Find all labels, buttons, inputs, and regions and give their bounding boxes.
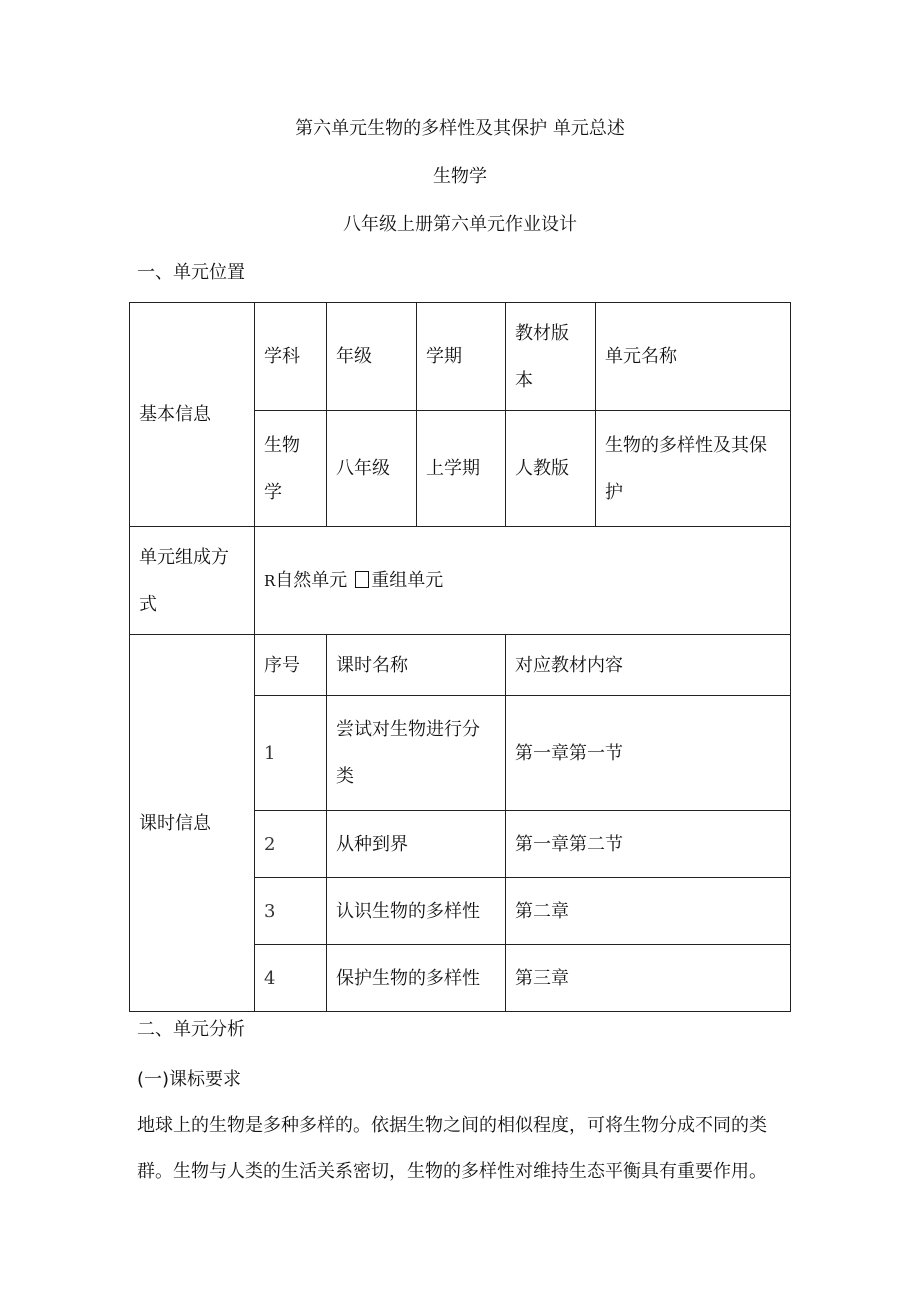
lesson-name: 保护生物的多样性 — [327, 945, 506, 1012]
subsection-curriculum-heading: (一)课标要求 — [137, 1069, 242, 1090]
lesson-content: 第二章 — [506, 878, 791, 945]
lesson-no: 1 — [255, 696, 327, 811]
lesson-name: 尝试对生物进行分类 — [327, 696, 506, 811]
section-unit-analysis-heading: 二、单元分析 — [137, 1019, 245, 1040]
header-unit-name: 单元名称 — [596, 303, 791, 411]
section-unit-position-heading: 一、单元位置 — [137, 262, 245, 283]
option-recombined-unit: 重组单元 — [371, 569, 444, 591]
unit-info-table — [129, 302, 791, 1012]
header-subject: 学科 — [255, 303, 327, 411]
composition-row — [130, 527, 791, 635]
header-term: 学期 — [417, 303, 506, 411]
lesson-header-row — [130, 635, 791, 696]
lesson-no: 3 — [255, 878, 327, 945]
header-textbook: 教材版本 — [506, 303, 596, 411]
value-grade: 八年级 — [327, 411, 417, 527]
basic-info-header-row — [130, 303, 791, 411]
value-subject: 生物学 — [255, 411, 327, 527]
header-grade: 年级 — [327, 303, 417, 411]
unchecked-box-icon — [355, 571, 369, 588]
subject-line: 生物学 — [433, 166, 487, 187]
lesson-name: 从种到界 — [327, 811, 506, 878]
composition-options — [255, 527, 791, 635]
curriculum-paragraph: 地球上的生物是多种多样的。依据生物之间的相似程度，可将生物分成不同的类群。生物与人类的生活关系密切，生物的多样性对维持生态平衡具有重要作用。 — [137, 1115, 767, 1182]
document-title: 第六单元生物的多样性及其保护 单元总述 — [295, 118, 625, 139]
composition-label: 单元组成方式 — [130, 527, 255, 635]
lesson-content: 第一章第一节 — [506, 696, 791, 811]
basic-info-label: 基本信息 — [130, 303, 255, 527]
lesson-content: 第一章第二节 — [506, 811, 791, 878]
lesson-header-no: 序号 — [255, 635, 327, 696]
value-textbook: 人教版 — [506, 411, 596, 527]
lesson-no: 4 — [255, 945, 327, 1012]
lesson-name: 认识生物的多样性 — [327, 878, 506, 945]
value-term: 上学期 — [417, 411, 506, 527]
lesson-no: 2 — [255, 811, 327, 878]
lesson-info-label: 课时信息 — [130, 635, 255, 1012]
lesson-content: 第三章 — [506, 945, 791, 1012]
lesson-header-content: 对应教材内容 — [506, 635, 791, 696]
checked-mark: R — [264, 571, 276, 590]
option-natural-unit: 自然单元 — [275, 569, 348, 591]
grade-line: 八年级上册第六单元作业设计 — [343, 214, 577, 235]
lesson-header-name: 课时名称 — [327, 635, 506, 696]
value-unit-name: 生物的多样性及其保护 — [596, 411, 791, 527]
